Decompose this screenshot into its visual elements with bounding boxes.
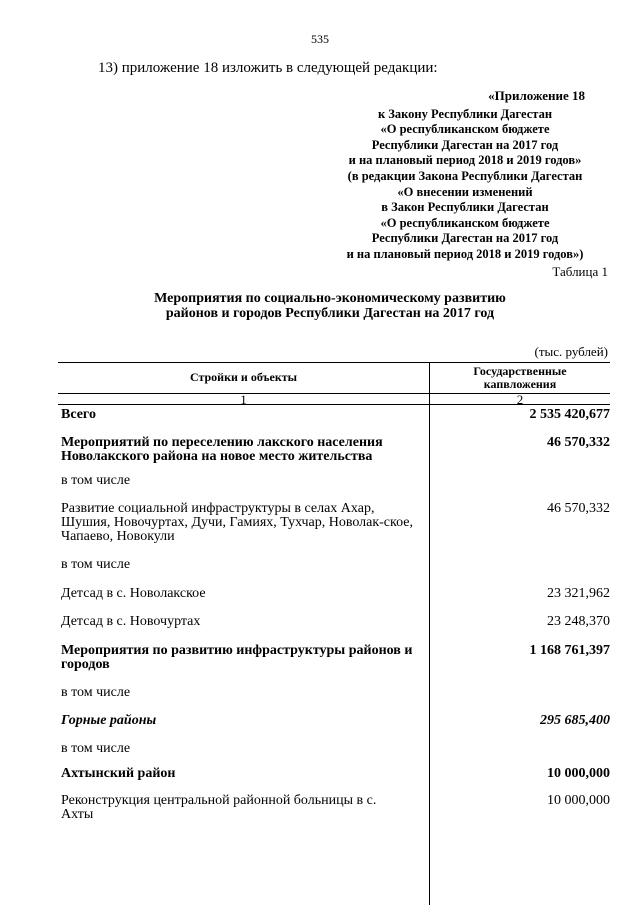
column-number-2: 2 bbox=[516, 392, 524, 407]
appendix-line: «О республиканском бюджете bbox=[380, 122, 550, 137]
column-number-1: 1 bbox=[240, 392, 247, 407]
appendix-line: Республики Дагестан на 2017 год bbox=[371, 231, 559, 246]
intro-text: 13) приложение 18 изложить в следующей редакции: bbox=[98, 60, 438, 76]
row-name: Реконструкция центральной районной больницы в с. Ахты bbox=[61, 793, 377, 822]
appendix-line: Республики Дагестан на 2017 год bbox=[371, 137, 559, 152]
units-label: (тыс. рублей) bbox=[534, 344, 608, 359]
row-name: Детсад в с. Новочуртах bbox=[61, 614, 201, 629]
appendix-line: в Закон Республики Дагестан bbox=[381, 200, 549, 215]
row-value: 10 000,000 bbox=[547, 766, 610, 781]
appendix-block bbox=[320, 88, 610, 263]
row-name: Ахтынский район bbox=[61, 766, 176, 781]
column-header-investments: Государственные капвложения bbox=[473, 364, 567, 391]
title-line: районов и городов Республики Дагестан на 2017 год bbox=[165, 306, 495, 321]
appendix-line: к Закону Республики Дагестан bbox=[377, 106, 553, 121]
row-name: Развитие социальной инфраструктуры в селах Ахар, Шушия, Новочуртах, Дучи, Гамиях, Тухчар, Новолак-ское, Чапаево, Новокули bbox=[61, 501, 413, 544]
row-name: в том числе bbox=[61, 473, 131, 488]
title-line: Мероприятия по социально-экономическому развитию bbox=[154, 291, 506, 306]
column-divider bbox=[429, 362, 430, 905]
page-number: 535 bbox=[311, 32, 329, 46]
row-name: Мероприятия по развитию инфраструктуры районов и городов bbox=[61, 643, 413, 672]
budget-table bbox=[58, 362, 610, 905]
row-name: в том числе bbox=[61, 741, 131, 756]
row-value: 2 535 420,677 bbox=[529, 407, 610, 422]
row-value: 10 000,000 bbox=[547, 793, 610, 808]
table-top-border bbox=[58, 362, 610, 363]
column-header-objects: Стройки и объекты bbox=[189, 370, 298, 384]
row-name: в том числе bbox=[61, 557, 131, 572]
appendix-line: (в редакции Закона Республики Дагестан bbox=[347, 168, 583, 183]
row-value: 46 570,332 bbox=[547, 435, 610, 450]
row-name: Всего bbox=[61, 407, 96, 422]
appendix-title: «Приложение 18 bbox=[488, 88, 585, 103]
row-value: 295 685,400 bbox=[540, 713, 610, 728]
appendix-line: и на плановый период 2018 и 2019 годов») bbox=[346, 246, 584, 261]
appendix-line: «О республиканском бюджете bbox=[380, 215, 550, 230]
row-value: 23 248,370 bbox=[547, 614, 610, 629]
appendix-line: «О внесении изменений bbox=[397, 184, 533, 199]
row-name: Горные районы bbox=[61, 713, 157, 728]
row-value: 46 570,332 bbox=[547, 501, 610, 516]
table-label: Таблица 1 bbox=[552, 264, 608, 279]
document-title bbox=[90, 291, 570, 321]
row-name: Мероприятий по переселению лакского населения Новолакского района на новое место жительства bbox=[61, 435, 383, 464]
row-name: в том числе bbox=[61, 685, 131, 700]
row-name: Детсад в с. Новолакское bbox=[61, 586, 206, 601]
row-value: 1 168 761,397 bbox=[529, 643, 610, 658]
appendix-line: и на плановый период 2018 и 2019 годов» bbox=[348, 153, 582, 168]
row-value: 23 321,962 bbox=[547, 586, 610, 601]
